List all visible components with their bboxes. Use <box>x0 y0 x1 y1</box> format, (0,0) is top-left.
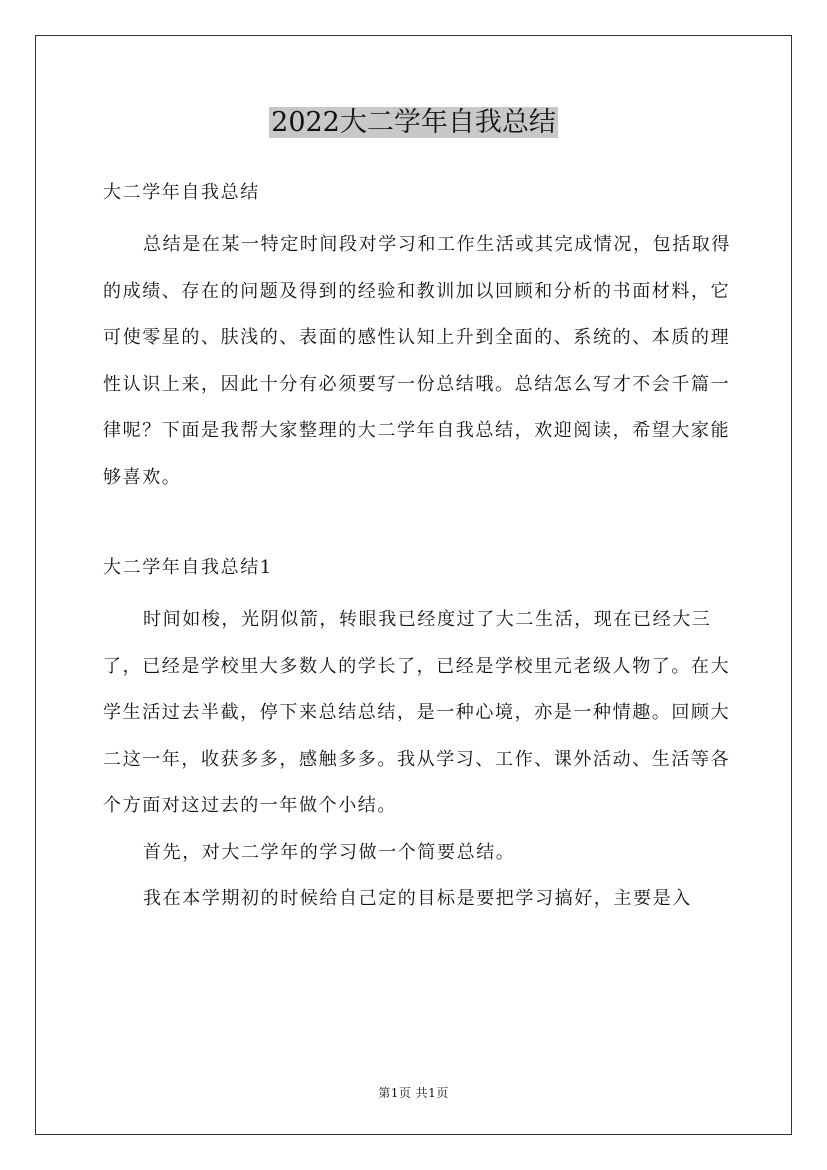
document-title <box>0 104 827 142</box>
section1-heading: 大二学年自我总结1 <box>103 557 273 578</box>
document-body <box>103 176 743 923</box>
intro-paragraph: 总结是在某一特定时间段对学习和工作生活或其完成情况，包括取得的成绩、存在的问题及得到的经验和教训加以回顾和分析的书面材料，它可使零星的、肤浅的、表面的感性认知上升到全面的、系统的、本质的理性认识上来，因此十分有必须要写一份总结哦。总结怎么写才不会千篇一律呢？下面是我帮大家整理的大二学年自我总结，欢迎阅读，希望大家能够喜欢。 <box>103 234 731 488</box>
section1-paragraph-2: 首先，对大二学年的学习做一个简要总结。 <box>143 841 516 863</box>
section1-paragraph-1: 时间如梭，光阴似箭，转眼我已经度过了大二生活，现在已经大三了，已经是学校里大多数人的学长了，已经是学校里元老级人物了。在大学生活过去半截，停下来总结总结，是一种心境，亦是一种情趣。回顾大二这一年，收获多多，感触多多。我从学习、工作、课外活动、生活等各个方面对这过去的一年做个小结。 <box>103 609 731 816</box>
section-spacer <box>103 501 743 551</box>
intro-heading: 大二学年自我总结 <box>103 182 260 203</box>
section1-paragraph-3: 我在本学期初的时候给自己定的目标是要把学习搞好，主要是入 <box>143 888 692 909</box>
page-footer: 第1页 共1页 <box>378 1086 449 1100</box>
document-title-text: 2022大二学年自我总结 <box>271 107 556 138</box>
